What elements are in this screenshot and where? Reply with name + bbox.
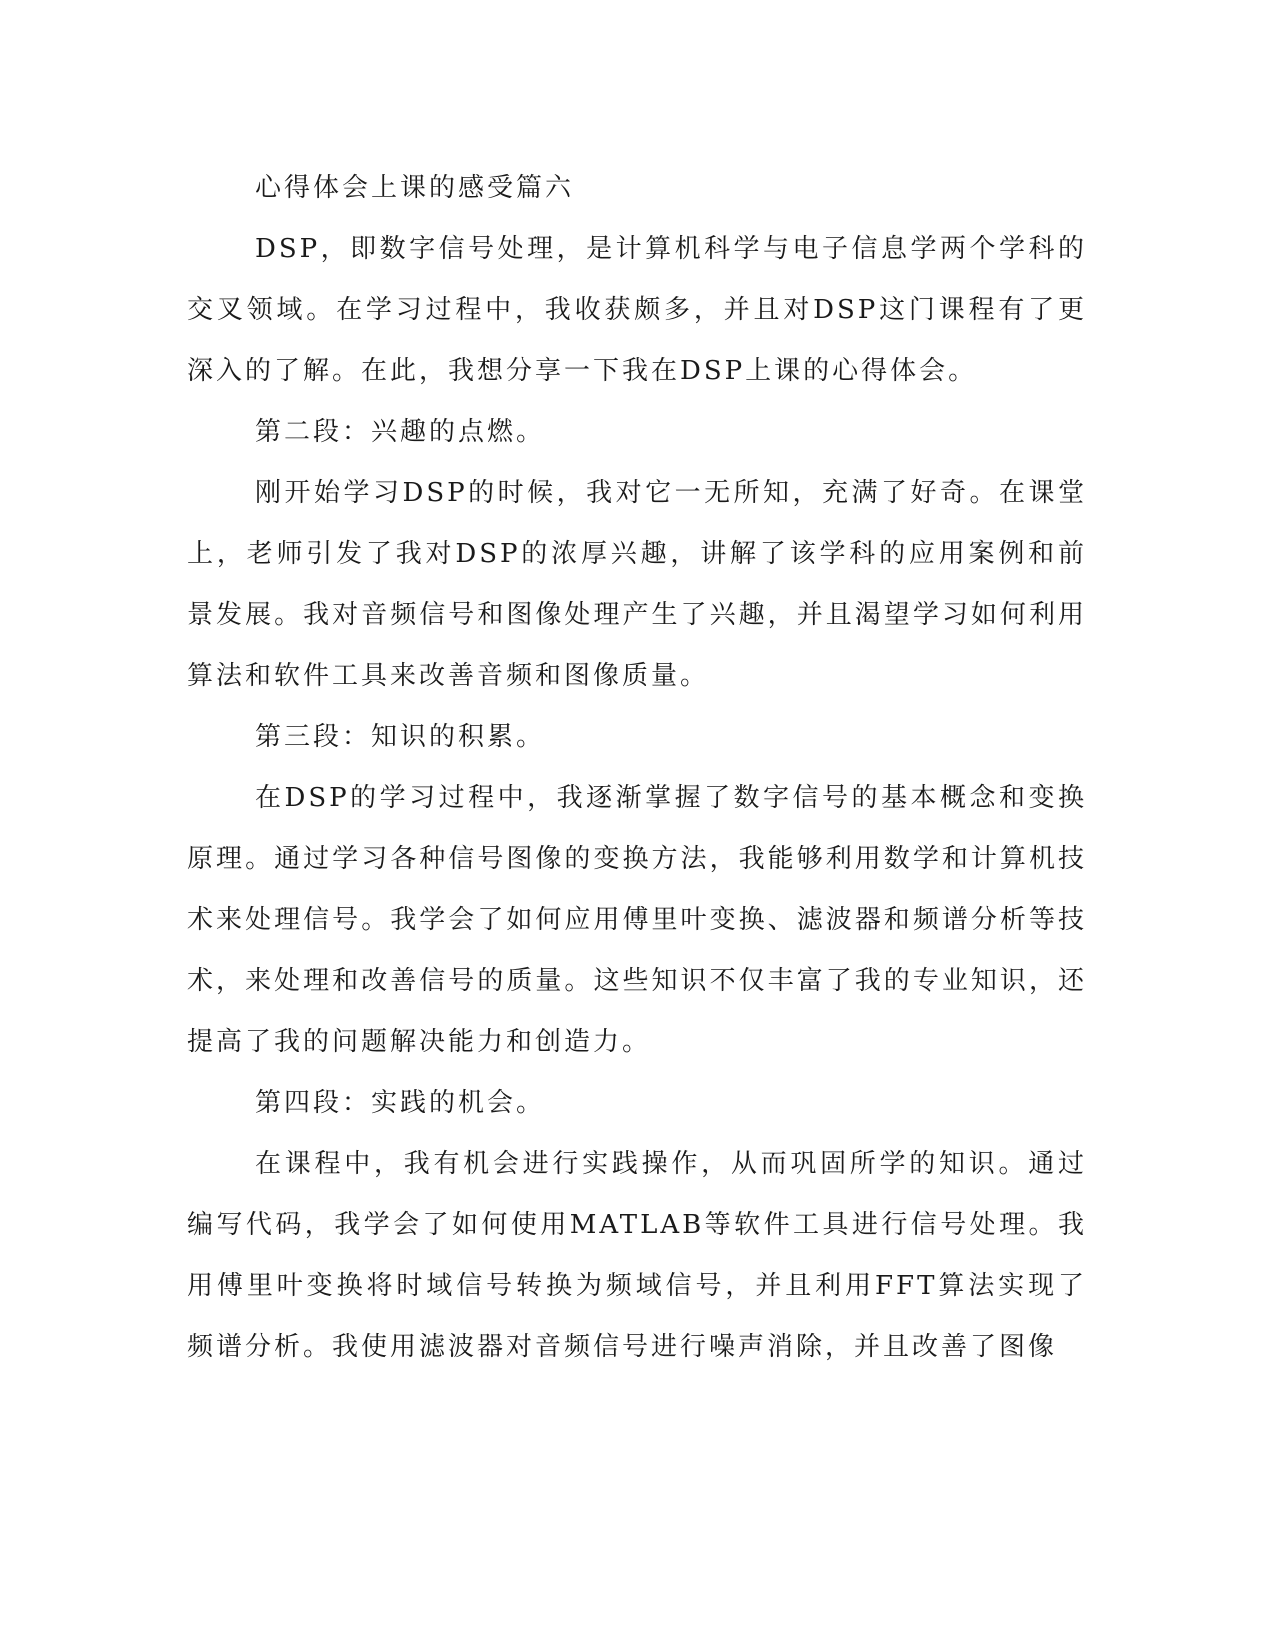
section-heading-4: 第四段：实践的机会。 bbox=[255, 1088, 546, 1118]
paragraph-knowledge: 在DSP的学习过程中，我逐渐掌握了数字信号的基本概念和变换原理。通过学习各种信号图像的变换方法，我能够利用数学和计算机技术来处理信号。我学会了如何应用傅里叶变换、滤波器和频谱分析等技术，来处理和改善信号的质量。这些知识不仅丰富了我的专业知识，还提高了我的问题解决能力和创造力。 bbox=[187, 783, 1087, 1057]
document-body bbox=[187, 158, 1087, 1378]
document-heading: 心得体会上课的感受篇六 bbox=[255, 173, 575, 203]
paragraph-practice: 在课程中，我有机会进行实践操作，从而巩固所学的知识。通过编写代码，我学会了如何使用MATLAB等软件工具进行信号处理。我用傅里叶变换将时域信号转换为频域信号，并且利用FFT算法实现了频谱分析。我使用滤波器对音频信号进行噪声消除，并且改善了图像 bbox=[187, 1149, 1087, 1362]
section-heading-2: 第二段：兴趣的点燃。 bbox=[255, 417, 546, 447]
paragraph-interest: 刚开始学习DSP的时候，我对它一无所知，充满了好奇。在课堂上，老师引发了我对DSP的浓厚兴趣，讲解了该学科的应用案例和前景发展。我对音频信号和图像处理产生了兴趣，并且渴望学习如何利用算法和软件工具来改善音频和图像质量。 bbox=[187, 478, 1087, 691]
paragraph-intro: DSP，即数字信号处理，是计算机科学与电子信息学两个学科的交叉领域。在学习过程中，我收获颇多，并且对DSP这门课程有了更深入的了解。在此，我想分享一下我在DSP上课的心得体会。 bbox=[187, 234, 1087, 386]
section-heading-3: 第三段：知识的积累。 bbox=[255, 722, 546, 752]
